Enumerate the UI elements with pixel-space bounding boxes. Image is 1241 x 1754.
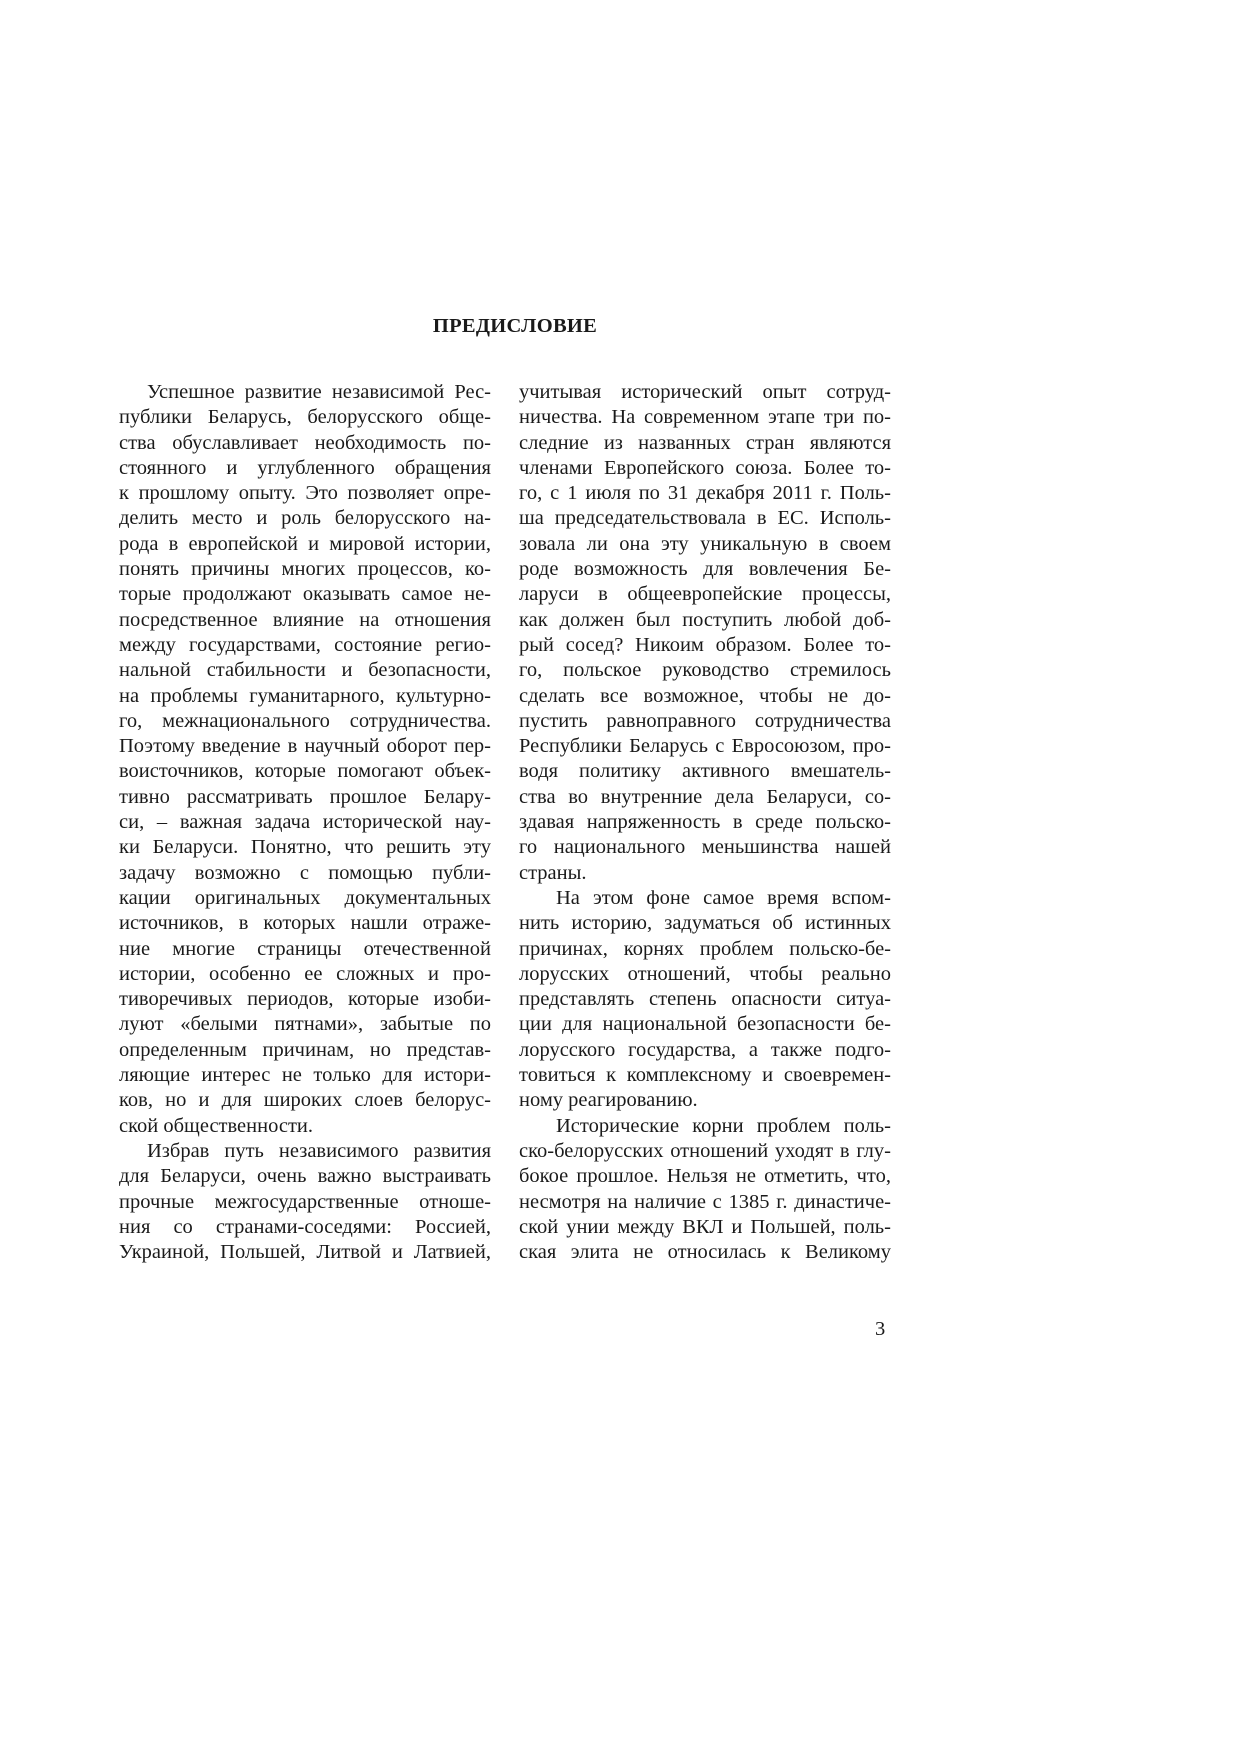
text-line: на проблемы гуманитарного, культурно-	[119, 684, 491, 707]
text-line: публики Беларусь, белорусского обще-	[119, 406, 491, 429]
text-line: воисточников, которые помогают объек-	[119, 760, 491, 783]
text-column-right	[519, 380, 891, 1265]
text-line: ки Беларуси. Понятно, что решить эту	[119, 836, 491, 859]
text-line: ному реагированию.	[519, 1089, 698, 1112]
text-line: рый сосед? Никоим образом. Более то-	[519, 633, 891, 656]
text-line: кации оригинальных документальных	[119, 886, 491, 909]
text-line: ков, но и для широких слоев белорус-	[119, 1089, 491, 1112]
text-line: причинах, корнях проблем польско-бе-	[519, 937, 891, 960]
page-heading: ПРЕДИСЛОВИЕ	[432, 315, 598, 337]
text-line: ничества. На современном этапе три по-	[519, 406, 891, 429]
text-line: к прошлому опыту. Это позволяет опре-	[119, 482, 491, 505]
text-column-left	[119, 380, 491, 1265]
text-line: нальной стабильности и безопасности,	[119, 659, 491, 682]
text-line: ско-белорусских отношений уходят в глу-	[519, 1139, 891, 1162]
text-line: ша председательствовала в ЕС. Исполь-	[519, 507, 891, 530]
text-line: зовала ли она эту уникальную в своем	[519, 532, 891, 555]
text-line: источников, в которых нашли отраже-	[119, 912, 491, 935]
text-line: товиться к комплексному и своевремен-	[519, 1064, 891, 1087]
text-line: бокое прошлое. Нельзя не отметить, что,	[519, 1165, 891, 1188]
text-line: понять причины многих процессов, ко-	[119, 558, 491, 581]
text-line: посредственное влияние на отношения	[119, 608, 491, 631]
text-line: Поэтому введение в научный оборот пер-	[119, 735, 491, 758]
text-line: На этом фоне самое время вспом-	[556, 886, 891, 909]
text-line: Успешное развитие независимой Рес-	[147, 381, 491, 403]
text-line: стоянного и углубленного обращения	[119, 456, 491, 479]
text-line: членами Европейского союза. Более то-	[519, 456, 891, 479]
text-line: го, с 1 июля по 31 декабря 2011 г. Поль-	[519, 482, 891, 505]
text-line: Республики Беларусь с Евросоюзом, про-	[519, 735, 891, 758]
text-line: ния со странами-соседями: Россией,	[119, 1215, 491, 1238]
text-line: делить место и роль белорусского на-	[119, 507, 491, 530]
text-line: страны.	[519, 861, 587, 884]
text-line: ской унии между ВКЛ и Польшей, поль-	[519, 1215, 891, 1238]
text-line: водя политику активного вмешатель-	[519, 760, 891, 783]
text-line: ние многие страницы отечественной	[119, 937, 491, 960]
text-line: роде возможность для вовлечения Бе-	[519, 558, 891, 581]
page-number: 3	[875, 1318, 886, 1340]
text-line: Избрав путь независимого развития	[147, 1139, 491, 1162]
text-line: прочные межгосударственные отноше-	[119, 1190, 491, 1213]
text-line: представлять степень опасности ситуа-	[519, 988, 891, 1011]
text-line: лорусских отношений, чтобы реально	[519, 962, 891, 985]
text-line: тивно рассматривать прошлое Белару-	[119, 785, 491, 808]
text-line: ская элита не относилась к Великому	[519, 1241, 891, 1264]
text-line: луют «белыми пятнами», забытые по	[119, 1013, 491, 1036]
text-line: рода в европейской и мировой истории,	[119, 532, 491, 555]
text-line: ства обуславливает необходимость по-	[119, 431, 491, 454]
text-line: нить историю, задуматься об истинных	[519, 912, 891, 935]
text-line: ляющие интерес не только для истори-	[119, 1064, 491, 1087]
text-line: го национального меньшинства нашей	[519, 836, 891, 859]
text-line: несмотря на наличие с 1385 г. династиче-	[519, 1190, 891, 1213]
text-line: здавая напряженность в среде польско-	[519, 811, 891, 834]
text-line: истории, особенно ее сложных и про-	[119, 962, 491, 985]
text-line: торые продолжают оказывать самое не-	[119, 583, 491, 606]
text-line: ской общественности.	[119, 1114, 314, 1137]
text-line: го, польское руководство стремилось	[519, 659, 891, 682]
text-line: определенным причинам, но представ-	[119, 1038, 491, 1061]
text-line: сделать все возможное, чтобы не до-	[519, 684, 891, 707]
text-line: го, межнационального сотрудничества.	[119, 709, 491, 732]
text-line: ства во внутренние дела Беларуси, со-	[519, 785, 891, 808]
text-line: задачу возможно с помощью публи-	[119, 861, 491, 884]
text-line: пустить равноправного сотрудничества	[519, 709, 891, 732]
text-line: си, – важная задача исторической нау-	[119, 811, 491, 834]
text-line: Украиной, Польшей, Литвой и Латвией,	[119, 1241, 491, 1264]
text-line: следние из названных стран являются	[519, 431, 891, 454]
text-line: учитывая исторический опыт сотруд-	[519, 381, 891, 403]
text-line: ции для национальной безопасности бе-	[519, 1013, 891, 1036]
text-line: между государствами, состояние регио-	[119, 633, 491, 656]
text-line: для Беларуси, очень важно выстраивать	[119, 1165, 491, 1188]
text-line: лорусского государства, а также подго-	[519, 1038, 891, 1061]
text-line: как должен был поступить любой доб-	[519, 608, 891, 631]
text-line: Исторические корни проблем поль-	[556, 1114, 891, 1137]
text-line: тиворечивых периодов, которые изоби-	[119, 988, 491, 1011]
text-line: ларуси в общеевропейские процессы,	[519, 583, 891, 606]
